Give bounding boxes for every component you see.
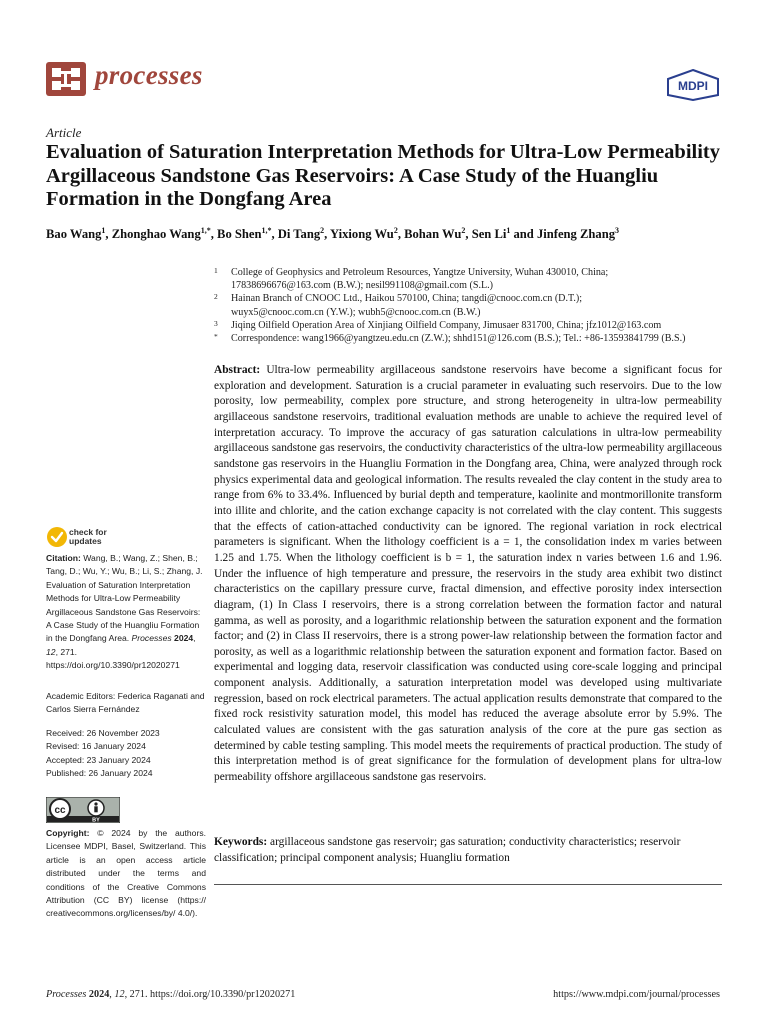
check-for-updates[interactable]	[46, 526, 186, 550]
footer-volume: 12	[114, 989, 125, 1000]
date-revised: Revised: 16 January 2024	[46, 741, 146, 752]
author-separator: and	[510, 227, 537, 242]
author-separator: ,	[105, 227, 112, 242]
affiliation-line: 17838696676@163.com (B.W.); nesil991108@gmail.com (S.L.)	[231, 280, 494, 292]
citation-text: Wang, B.; Wang, Z.; Shen, B.; Tang, D.; Wu, Y.; Wu, B.; Li, S.; Zhang, J. Evaluation of Saturation Interpretation Methods for Ultra-Low Permeability Argillaceous Sandstone Gas Reservoirs: A Case Study of the Huangliu Formation in the Dongfang Area.	[46, 553, 203, 644]
abstract-label: Abstract:	[214, 364, 261, 376]
author-affiliation-mark: 1	[506, 226, 511, 235]
citation: Citation: Wang, B.; Wang, Z.; Shen, B.; Tang, D.; Wu, Y.; Wu, B.; Li, S.; Zhang, J. Evaluation of Saturation Interpretation Methods for Ultra-Low Permeability Argillaceous Sandstone Gas Reservoirs: A Case Study of the Huangliu Formation in the Dongfang Area. Processes 2024, 12, 271. https://doi.org/10.3390/pr12020271	[46, 553, 203, 671]
date-received: Received: 26 November 2023	[46, 728, 160, 738]
affiliation-line: Jiqing Oilfield Operation Area of Xinjiang Oilfield Company, Jimusaer 831700, China; jfz1012@163.com	[231, 319, 662, 331]
affiliation-item	[214, 319, 734, 332]
check-for-updates-text	[69, 528, 107, 546]
processes-journal-icon	[46, 62, 86, 96]
affiliation-line: Correspondence: wang1966@yangtzeu.edu.cn (Z.W.); shhd151@126.com (B.S.); Tel.: +86-13593841799 (B.S.)	[231, 333, 686, 345]
affiliation-item	[214, 266, 734, 292]
affiliation-line: Hainan Branch of CNOOC Ltd., Haikou 570100, China; tangdi@cnooc.com.cn (D.T.);	[231, 293, 583, 305]
cc-by-license-icon[interactable]	[46, 797, 120, 823]
affiliation-line: wuyx5@cnooc.com.cn (Y.W.); wubh5@cnooc.com.cn (B.W.)	[231, 306, 481, 318]
author-name[interactable]: Di Tang	[277, 227, 321, 242]
footer-doi[interactable]: , 271. https://doi.org/10.3390/pr12020271	[124, 989, 296, 1000]
author-name[interactable]: Sen Li	[471, 227, 507, 242]
abstract-text: Ultra-low permeability argillaceous sandstone reservoirs have become a significant focus for exploration and development. Saturation is a crucial parameter in evaluating such reservoirs. Due to the low porosity, low permeability, complex pore structure, and strong heterogeneity in ultra-low permeability argillaceous sandstone reservoirs, traditional evaluation methods are unable to achieve the required level of interpretation accuracy. To improve the accuracy of gas saturation calculations in ultra-low permeability argillaceous sandstone gas reservoirs, the conductivity characteristics of the ultra-low permeability argillaceous sandstone gas reservoirs in the Huangliu Formation in the Dongfang area, China, were analyzed through rock physics experimental data and geological information. The results revealed the clay content in the study area to range from 6% to 33.4%. Influenced by burial depth and temperature, kaolinite and montmorillonite transform into illite and chlorite, and the cation exchange capacity is not correlated with the clay content. This suggests that the effects of cation-attached conductivity can be ignored. The regional variation in rock electrical parameters is significant. When the lithology coefficient is a = 1, the consolidation index m varies between 1.25 and 1.75. When the lithology coefficient is b = 1, the saturation index n varies between 1.6 and 1.96. Under the influence of high temperature and pressure, the reservoirs in the study area exhibit two distinct characteristics on the capillary pressure curve, fractal dimension, and effective porosity index intersection diagram, (1) In Class I reservoirs, there is a strong correlation between the formation factor and natural gamma, as well as porosity, and a logarithmic relationship between the saturation exponent and the formation factor; and (2) in Class II reservoirs, there is a strong power-law relationship between the formation factor and porosity, as well as a logarithmic relationship between the saturation exponent and formation factor. Based on experimental and logging data, reservoir classification was conducted using core-scale logging and principal component analysis. Additionally, a saturation interpretation model was developed using multivariate regression, based on rock electrical parameters. The actual application results demonstrate that compared to the fixed rock resistivity saturation model, this model has reduced the average absolute error by 5.9%. The calculated values are consistent with the gas saturation analysis of the core at the pure gas section as determined by cable testing sampling. This model meets the requirements of practical production. The study of this interpretation method is of great significance for the formulation of development plans for ultra-low permeability offshore argillaceous sandstone gas reservoirs.	[214, 364, 722, 784]
date-published: Published: 26 January 2024	[46, 768, 153, 779]
author-name[interactable]: Bohan Wu	[404, 227, 462, 242]
author-affiliation-mark: 3	[615, 226, 620, 235]
keywords-divider	[214, 884, 722, 885]
affiliation-number: 2	[214, 292, 218, 302]
article-type: Article	[46, 125, 82, 140]
date-accepted: Accepted: 23 January 2024	[46, 754, 151, 765]
citation-year: 2024	[174, 633, 194, 644]
author-separator: ,	[210, 227, 218, 242]
academic-editors: Academic Editors: Federica Raganati and Carlos Sierra Fernández	[46, 691, 205, 715]
author-affiliation-mark: 2	[393, 226, 398, 235]
svg-text:cc: cc	[54, 805, 66, 816]
footer-citation: Processes 2024, 12, 271. https://doi.org/10.3390/pr12020271	[46, 989, 296, 1000]
affiliation-line: College of Geophysics and Petroleum Resources, Yangtze University, Wuhan 430010, China;	[231, 267, 609, 278]
mdpi-logo-text: MDPI	[678, 79, 708, 93]
citation-doi[interactable]: , 271. https://doi.org/10.3390/pr12020271	[46, 646, 180, 671]
check-for-updates-icon	[46, 526, 68, 548]
author-affiliation-mark: 1,*	[261, 226, 272, 235]
author-affiliation-mark: 2	[320, 226, 325, 235]
abstract	[214, 363, 722, 786]
author-separator: ,	[271, 227, 278, 242]
check-for-updates-line-2: updates	[69, 536, 102, 546]
copyright	[46, 827, 206, 921]
affiliation-item	[214, 332, 734, 345]
keywords-label: Keywords:	[214, 836, 268, 848]
check-for-updates-line-1: check for	[69, 527, 107, 537]
cc-badge-label: BY	[92, 817, 100, 823]
citation-volume: 12	[46, 646, 56, 657]
author-list	[46, 226, 736, 242]
footer-journal: Processes	[46, 989, 87, 1000]
author-separator: ,	[397, 227, 405, 242]
keywords	[214, 835, 722, 866]
author-affiliation-mark: 2	[461, 226, 466, 235]
footer-journal-url[interactable]: https://www.mdpi.com/journal/processes	[553, 989, 720, 1000]
author-name[interactable]: Jinfeng Zhang	[536, 227, 616, 242]
author-name[interactable]: Bao Wang	[46, 227, 102, 242]
citation-journal: Processes	[131, 633, 172, 644]
author-name[interactable]: Zhonghao Wang	[111, 227, 201, 242]
affiliations	[214, 266, 734, 345]
author-name[interactable]: Yixiong Wu	[330, 227, 394, 242]
author-affiliation-mark: 1	[101, 226, 106, 235]
journal-name[interactable]: processes	[95, 60, 203, 90]
author-name[interactable]: Bo Shen	[217, 227, 262, 242]
affiliation-number: 1	[214, 266, 218, 275]
keywords-text: argillaceous sandstone gas reservoir; gas saturation; conductivity characteristics; reservoir classification; principal component analysis; Huangliu formation	[214, 836, 681, 864]
affiliation-number: 3	[214, 318, 218, 328]
author-separator: ,	[465, 227, 472, 242]
affiliation-item	[214, 292, 734, 318]
copyright-label: Copyright:	[46, 828, 90, 838]
citation-label: Citation:	[46, 553, 81, 563]
publication-dates	[46, 727, 206, 781]
article-title: Evaluation of Saturation Interpretation Methods for Ultra-Low Permeability Argillaceous Sandstone Gas Reservoirs: A Case Study of the Huangliu Formation in the Dongfang Area	[46, 141, 720, 210]
mdpi-logo[interactable]	[666, 69, 720, 101]
author-separator: ,	[324, 227, 330, 242]
footer-year: 2024	[88, 989, 110, 1000]
copyright-text: © 2024 by the authors. Licensee MDPI, Basel, Switzerland. This article is an open access article distributed under the terms and conditions of the Creative Commons Attribution (CC BY) license (https:// creativecommons.org/licenses/by/ 4.0/).	[46, 828, 207, 919]
affiliation-number: *	[214, 332, 218, 342]
author-affiliation-mark: 1,*	[200, 226, 211, 235]
